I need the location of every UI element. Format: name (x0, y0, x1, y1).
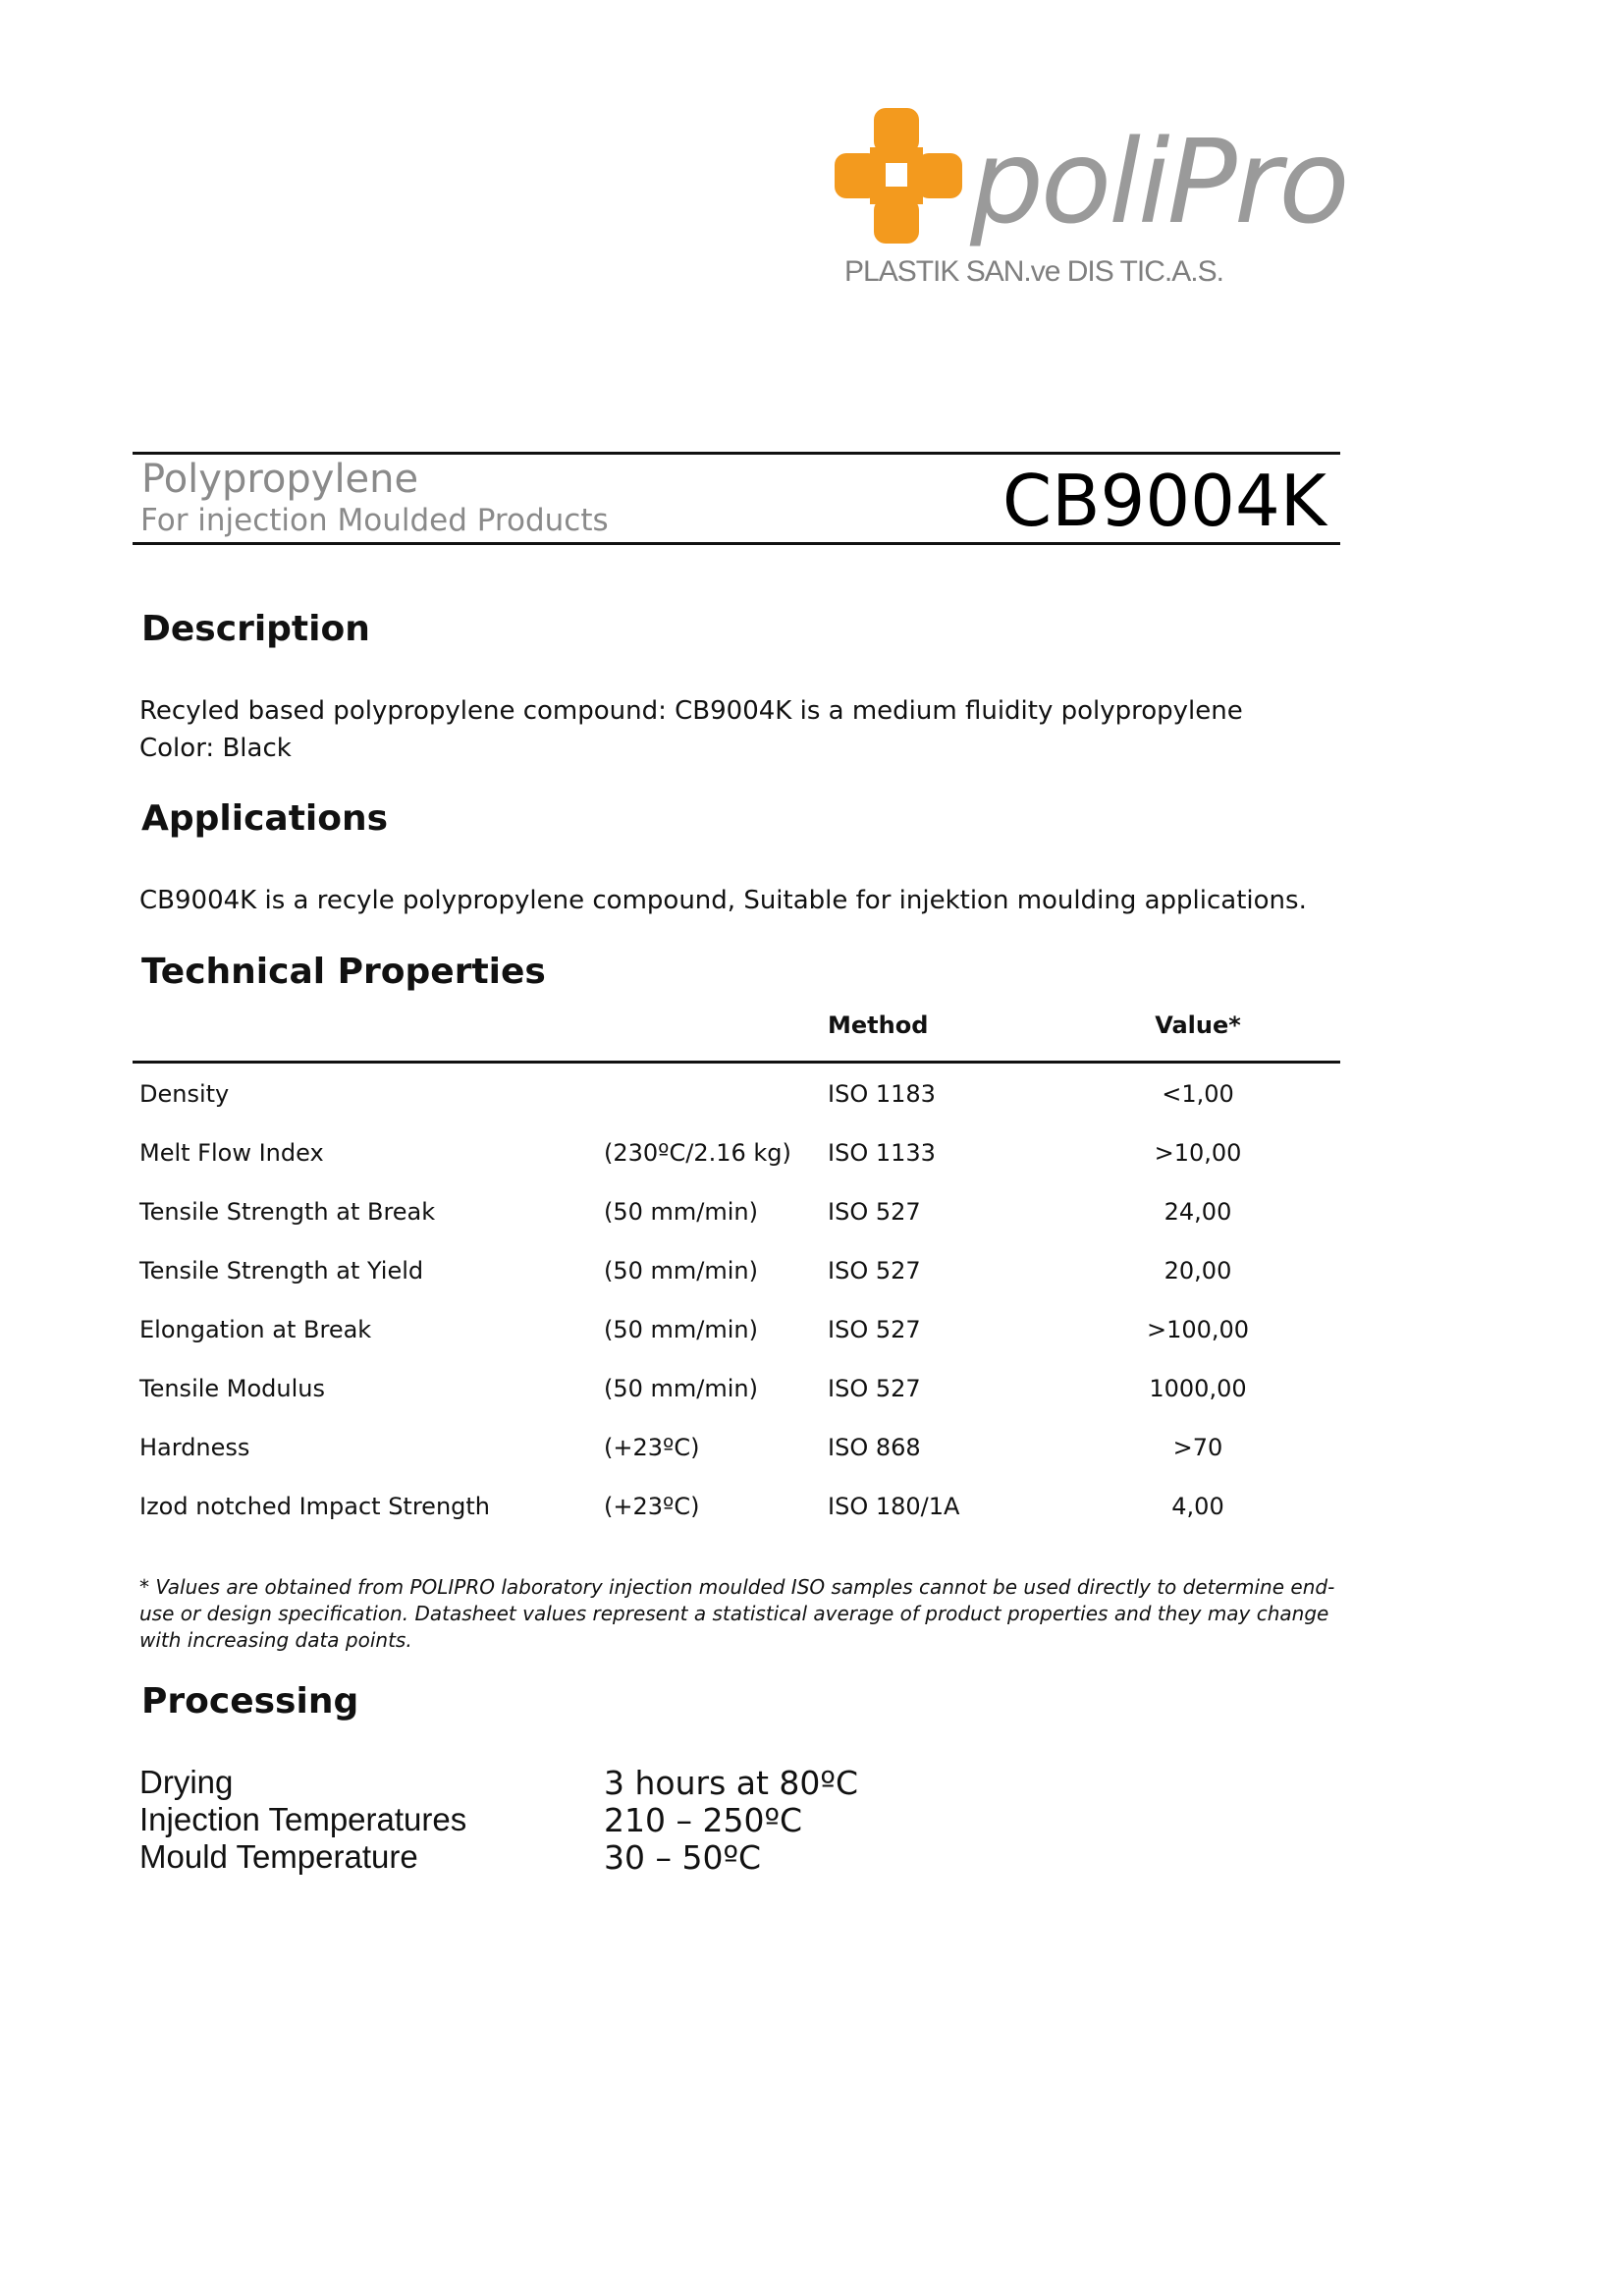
table-row (0, 1257, 1624, 1296)
property-name: Density (139, 1080, 230, 1108)
processing-row (0, 1838, 1624, 1878)
table-header-rule (133, 1061, 1340, 1064)
processing-row (0, 1801, 1624, 1840)
property-condition: (50 mm/min) (604, 1257, 758, 1285)
description-color: Color: Black (139, 734, 292, 763)
property-value: 24,00 (1164, 1198, 1232, 1226)
property-value: >10,00 (1154, 1139, 1242, 1167)
processing-value: 210 – 250ºC (604, 1801, 803, 1839)
property-method: ISO 527 (828, 1375, 921, 1402)
processing-label: Injection Temperatures (139, 1801, 467, 1837)
description-heading: Description (141, 609, 370, 649)
property-name: Izod notched Impact Strength (139, 1493, 491, 1520)
property-condition: (50 mm/min) (604, 1316, 758, 1343)
orange-cross-logo-icon (835, 108, 962, 246)
table-row (0, 1375, 1624, 1414)
title-block (133, 452, 1340, 545)
product-code: CB9004K (1001, 460, 1326, 542)
property-condition: (+23ºC) (604, 1434, 700, 1461)
property-name: Hardness (139, 1434, 250, 1461)
processing-heading: Processing (141, 1681, 359, 1722)
property-condition: (50 mm/min) (604, 1375, 758, 1402)
company-logo (835, 108, 1347, 304)
processing-label: Drying (139, 1764, 234, 1800)
property-name: Tensile Strength at Yield (139, 1257, 424, 1285)
property-name: Tensile Strength at Break (139, 1198, 436, 1226)
property-condition: (+23ºC) (604, 1493, 700, 1520)
logo-wordmark: poliPro (970, 114, 1347, 249)
property-method: ISO 527 (828, 1316, 921, 1343)
technical-heading: Technical Properties (141, 952, 546, 992)
table-row (0, 1316, 1624, 1355)
property-name: Elongation at Break (139, 1316, 372, 1343)
property-value: 4,00 (1171, 1493, 1224, 1520)
material-title: Polypropylene (141, 457, 419, 502)
column-header-method: Method (828, 1011, 929, 1039)
property-value: >100,00 (1146, 1316, 1250, 1343)
table-row (0, 1434, 1624, 1473)
table-row (0, 1139, 1624, 1178)
table-row (0, 1493, 1624, 1532)
column-header-value: Value* (1155, 1011, 1241, 1039)
material-subtitle: For injection Moulded Products (140, 503, 609, 538)
processing-value: 30 – 50ºC (604, 1838, 762, 1877)
property-method: ISO 868 (828, 1434, 921, 1461)
property-method: ISO 1133 (828, 1139, 936, 1167)
property-name: Tensile Modulus (139, 1375, 326, 1402)
table-row (0, 1080, 1624, 1120)
property-value: <1,00 (1162, 1080, 1234, 1108)
applications-text: CB9004K is a recyle polypropylene compound, Suitable for injektion moulding applications. (139, 886, 1307, 915)
property-condition: (230ºC/2.16 kg) (604, 1139, 791, 1167)
property-method: ISO 527 (828, 1198, 921, 1226)
processing-label: Mould Temperature (139, 1838, 418, 1875)
property-value: 1000,00 (1149, 1375, 1247, 1402)
property-name: Melt Flow Index (139, 1139, 324, 1167)
table-row (0, 1198, 1624, 1237)
property-method: ISO 1183 (828, 1080, 936, 1108)
values-footnote: * Values are obtained from POLIPRO laboratory injection moulded ISO samples cannot be used directly to determine end-use or design specification. Datasheet values represent a statistical average of product properties and they may change with increasing data points. (139, 1575, 1335, 1652)
property-method: ISO 527 (828, 1257, 921, 1285)
processing-row (0, 1764, 1624, 1803)
property-condition: (50 mm/min) (604, 1198, 758, 1226)
applications-heading: Applications (141, 798, 389, 839)
property-method: ISO 180/1A (828, 1493, 960, 1520)
property-value: 20,00 (1164, 1257, 1232, 1285)
logo-tagline: PLASTIK SAN.ve DIS TIC.A.S. (844, 255, 1223, 288)
description-text: Recyled based polypropylene compound: CB9004K is a medium fluidity polypropylene (139, 696, 1243, 726)
property-value: >70 (1172, 1434, 1223, 1461)
processing-value: 3 hours at 80ºC (604, 1764, 858, 1802)
